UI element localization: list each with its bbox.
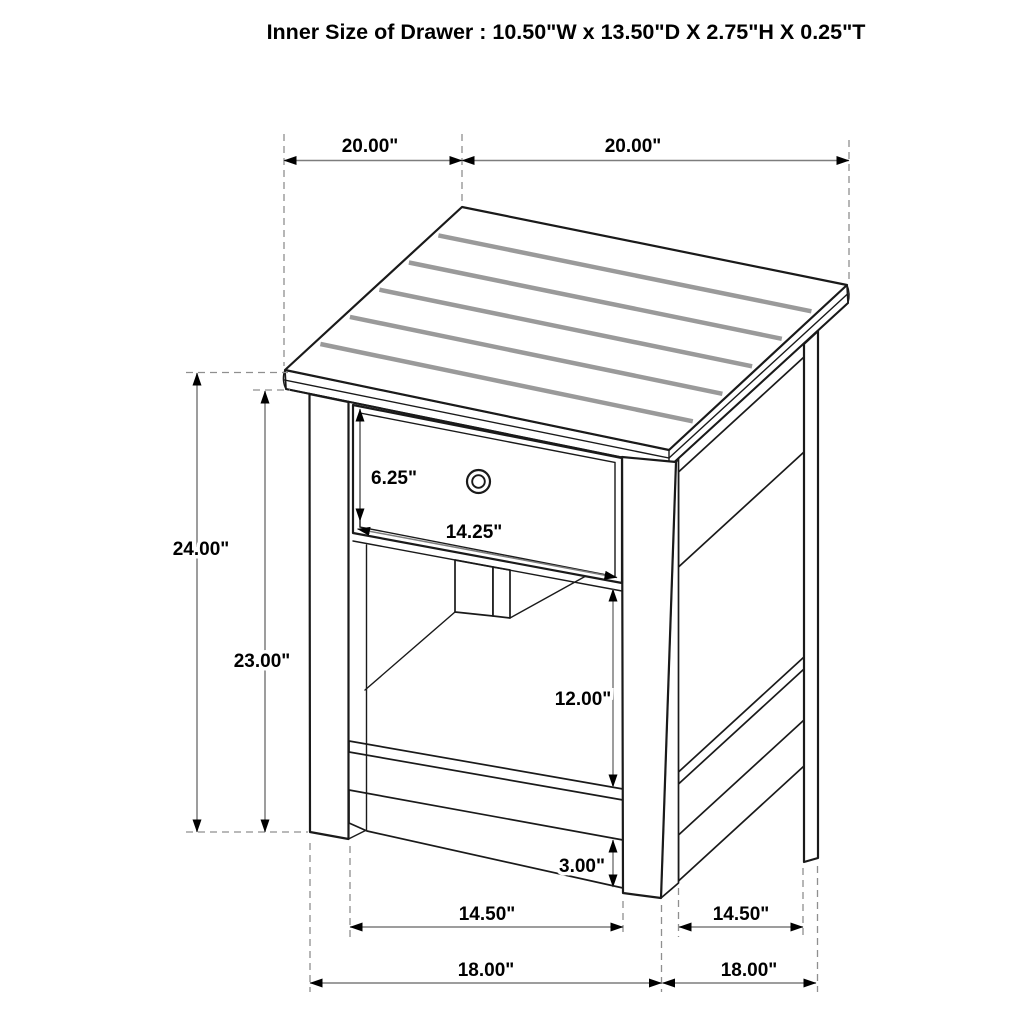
dim-label-drawer-to-shelf: 12.00" — [554, 689, 612, 710]
shelf-back-left-edge — [365, 612, 455, 690]
dim-label-stretcher-height: 3.00" — [559, 856, 605, 877]
dim-label-base-depth: 18.00" — [720, 960, 778, 981]
dim-base-width — [310, 960, 662, 983]
dim-base-depth — [663, 960, 817, 983]
dim-label-top-width: 20.00" — [341, 136, 399, 157]
dim-top-width — [284, 136, 462, 161]
dim-front-leg-clearance — [350, 904, 623, 927]
back-right-leg — [804, 331, 818, 862]
dim-overall-height — [173, 373, 230, 832]
dim-label-base-width: 18.00" — [457, 960, 515, 981]
dim-label-drawer-face-width: 14.25" — [445, 522, 503, 543]
front-left-leg-face — [310, 394, 349, 839]
divider-side-face — [493, 567, 510, 618]
front-right-leg — [622, 457, 679, 898]
dim-label-under-top-height: 23.00" — [233, 651, 291, 672]
dim-label-drawer-face-height: 6.25" — [371, 468, 417, 489]
side-stretcher — [679, 720, 805, 881]
divider-front-face — [455, 560, 493, 616]
dim-label-front-leg-clearance: 14.50" — [458, 904, 516, 925]
dim-label-top-depth: 20.00" — [604, 136, 662, 157]
diagram-title: Inner Size of Drawer : 10.50"W x 13.50"D X 2.75"H X 0.25"T — [266, 20, 866, 44]
dim-label-overall-height: 24.00" — [172, 539, 230, 560]
dim-under-top-height — [234, 391, 291, 832]
dim-label-side-leg-clearance: 14.50" — [712, 904, 770, 925]
shelf-front-band — [349, 741, 623, 800]
dim-side-leg-clearance — [679, 904, 803, 927]
dim-top-depth — [462, 136, 849, 161]
end-table-drawing — [283, 207, 849, 898]
dim-drawer-to-shelf — [555, 589, 613, 787]
